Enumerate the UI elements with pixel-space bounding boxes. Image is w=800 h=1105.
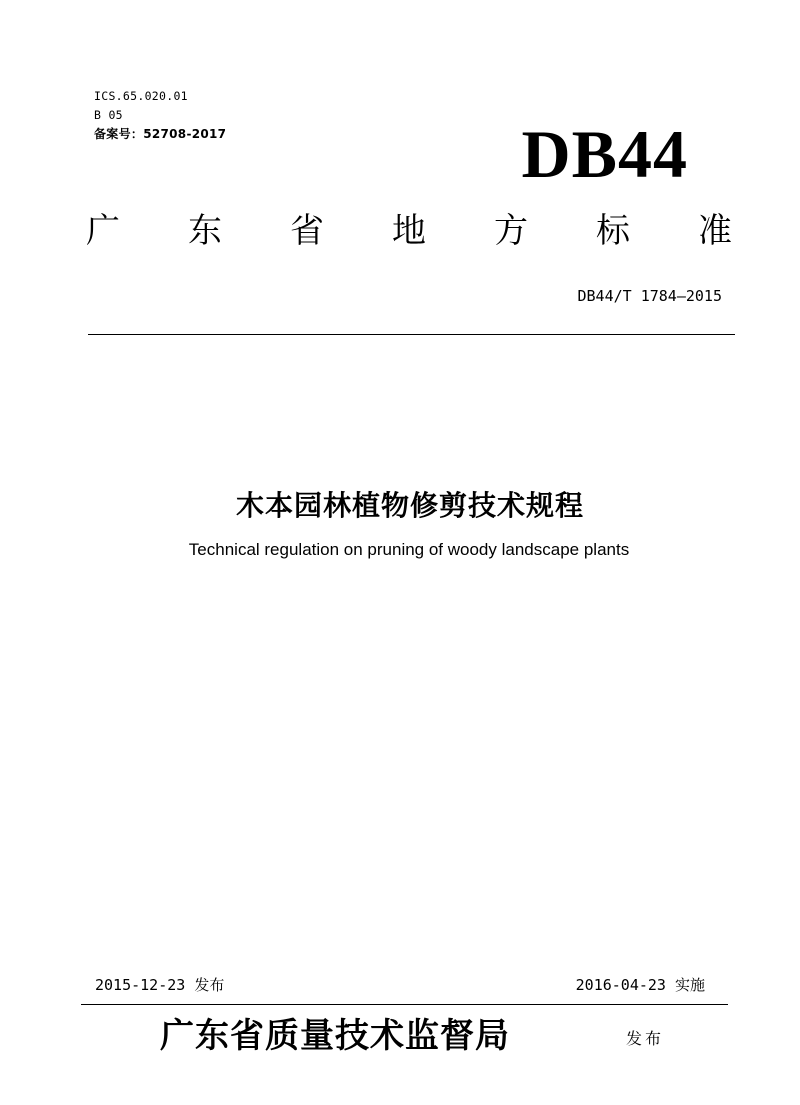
standard-type-char: 准 [698, 211, 732, 251]
standard-type-heading [86, 208, 732, 254]
filing-number: 备案号：52708-2017 [94, 127, 227, 141]
db-mark: DB44 [521, 116, 688, 192]
issuing-authority: 广东省质量技术监督局 [160, 1016, 510, 1056]
standard-number: DB44/T 1784—2015 [577, 287, 722, 305]
top-divider [88, 334, 735, 335]
ics-code: ICS.65.020.01 [94, 89, 188, 103]
standard-type-char: 标 [596, 211, 630, 251]
title-english: Technical regulation on pruning of woody landscape plants [188, 540, 630, 559]
ccs-code: B 05 [94, 108, 123, 122]
issue-date: 2015-12-23 发布 [95, 976, 225, 994]
standard-type-char: 方 [494, 211, 528, 251]
implementation-date: 2016-04-23 实施 [575, 976, 705, 994]
title-chinese: 木本园林植物修剪技术规程 [235, 489, 584, 522]
bottom-divider [81, 1004, 728, 1005]
standard-type-char: 省 [290, 211, 324, 251]
standard-type-char: 地 [392, 211, 426, 251]
standard-type-char: 广 [86, 211, 120, 251]
standard-type-char: 东 [188, 211, 222, 251]
release-label: 发布 [626, 1029, 665, 1048]
